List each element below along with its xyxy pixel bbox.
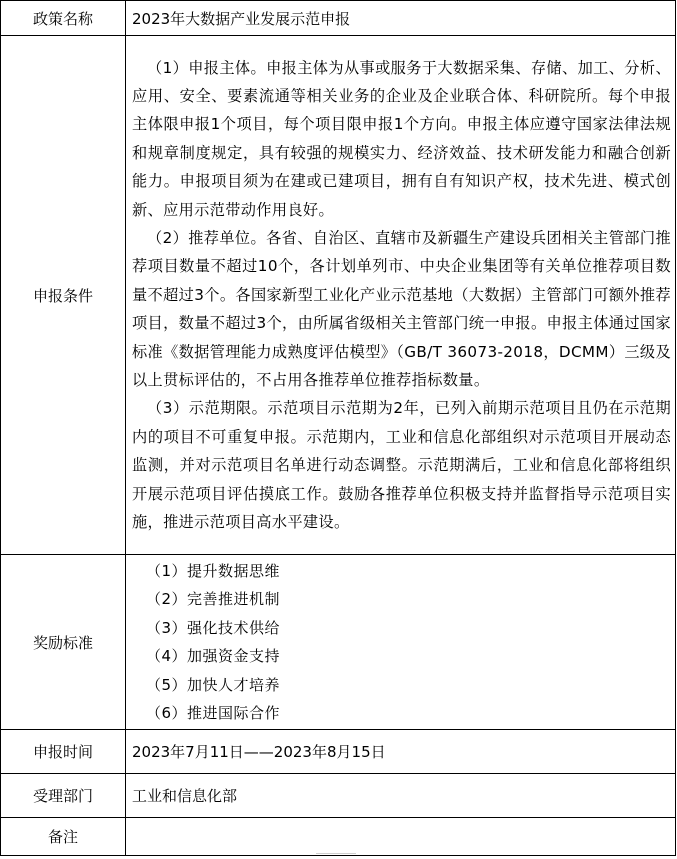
row-policy-name <box>1 1 676 36</box>
condition-paragraph-1: （1）申报主体。申报主体为从事或服务于大数据采集、存储、加工、分析、应用、安全、要素流通等相关业务的企业及企业联合体、科研院所。每个申报主体限申报1个项目，每个项目限申报1个方向。申报主体应遵守国家法律法规和规章制度规定，具有较强的规模实力、经济效益、技术研发能力和融合创新能力。申报项目须为在建或已建项目，拥有自有知识产权，技术先进、模式创新、应用示范带动作用良好。 <box>132 58 671 219</box>
apply-time-value: 2023年7月11日——2023年8月15日 <box>126 730 676 774</box>
reward-item-5: （5）加快人才培养 <box>146 675 281 694</box>
department-value: 工业和信息化部 <box>126 774 676 818</box>
row-remarks <box>1 818 676 856</box>
department-label: 受理部门 <box>1 774 126 818</box>
reward-item-6: （6）推进国际合作 <box>146 704 281 722</box>
rewards-list <box>126 555 676 730</box>
apply-time-label: 申报时间 <box>1 730 126 774</box>
row-apply-time <box>1 730 676 774</box>
reward-item-1: （1）提升数据思维 <box>146 561 281 580</box>
remarks-label: 备注 <box>1 818 126 856</box>
reward-item-2: （2）完善推进机制 <box>146 590 281 608</box>
policy-name-value: 2023年大数据产业发展示范申报 <box>126 1 676 36</box>
policy-name-label: 政策名称 <box>1 1 126 36</box>
condition-paragraph-3: （3）示范期限。示范项目示范期为2年，已列入前期示范项目且仍在示范期内的项目不可重复申报。示范期内，工业和信息化部组织对示范项目开展动态监测，并对示范项目名单进行动态调整。示范期满后，工业和信息化部将组织开展示范项目评估摸底工作。鼓励各推荐单位积极支持并监督指导示范项目实施，推进示范项目高水平建设。 <box>132 399 671 532</box>
remarks-value <box>126 818 676 856</box>
row-conditions <box>1 36 676 555</box>
row-department <box>1 774 676 818</box>
reward-item-3: （3）强化技术供给 <box>146 618 281 637</box>
conditions-content <box>126 36 676 555</box>
reward-item-4: （4）加强资金支持 <box>146 647 281 665</box>
row-rewards <box>1 555 676 730</box>
rewards-label: 奖励标准 <box>1 555 126 730</box>
conditions-label: 申报条件 <box>1 36 126 555</box>
page-edge-divider <box>316 853 356 859</box>
condition-paragraph-2: （2）推荐单位。各省、自治区、直辖市及新疆生产建设兵团相关主管部门推荐项目数量不超过10个，各计划单列市、中央企业集团等有关单位推荐项目数量不超过3个。各国家新型工业化产业示范基地（大数据）主管部门可额外推荐项目，数量不超过3个，由所属省级相关主管部门统一申报。申报主体通过国家标准《数据管理能力成熟度评估模型》（GB/T 36073-2018，DCMM）三级及以上贯标评估的，不占用各推荐单位推荐指标数量。 <box>132 228 671 390</box>
